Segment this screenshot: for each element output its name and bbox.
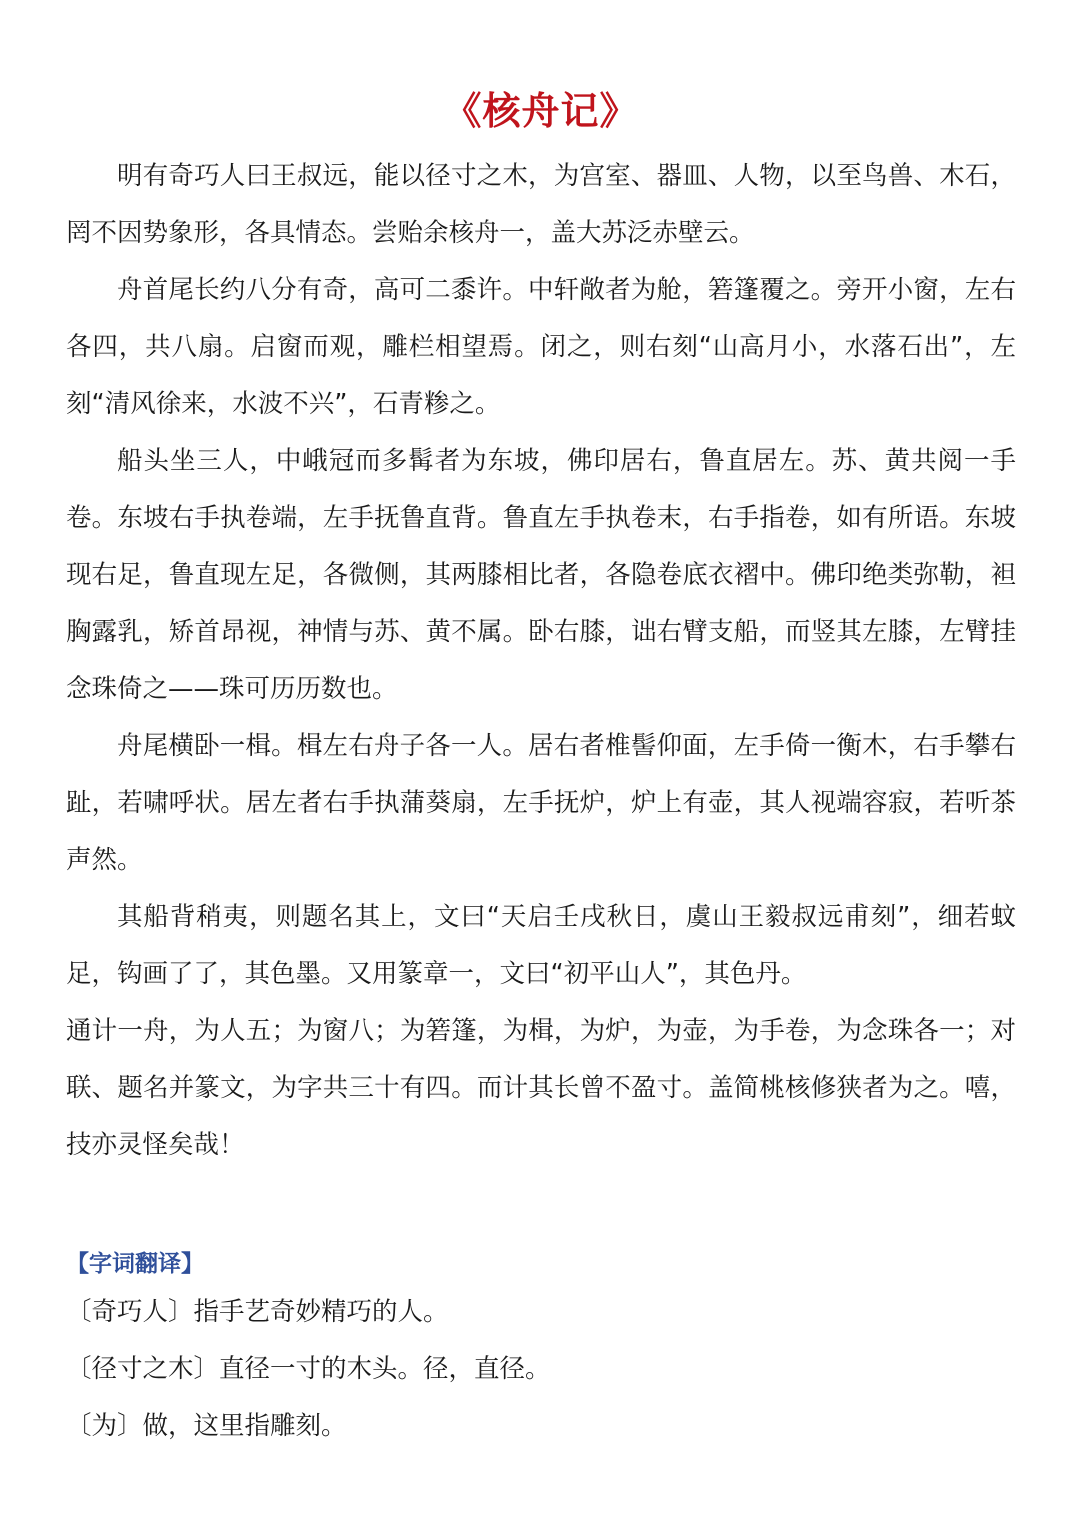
paragraph-5: 其船背稍夷，则题名其上，文曰“天启壬戌秋日，虞山王毅叔远甫刻”，细若蚊足，钩画了了，其色墨。又用篆章一，文曰“初平山人”，其色丹。 (66, 902, 1016, 989)
document-page (66, 88, 1016, 1455)
paragraph-6: 通计一舟，为人五；为窗八；为箬篷，为楫，为炉，为壶，为手卷，为念珠各一；对联、题名并篆文，为字共三十有四。而计其长曾不盈寸。盖简桃核修狭者为之。嘻，技亦灵怪矣哉！ (66, 1016, 1016, 1160)
paragraph-1: 明有奇巧人曰王叔远，能以径寸之木，为宫室、器皿、人物，以至鸟兽、木石，罔不因势象形，各具情态。尝贻余核舟一，盖大苏泛赤壁云。 (66, 161, 1016, 248)
glossary-entry-1: 〔奇巧人〕指手艺奇妙精巧的人。 (66, 1297, 449, 1327)
paragraph-3: 船头坐三人，中峨冠而多髯者为东坡，佛印居右，鲁直居左。苏、黄共阅一手卷。东坡右手执卷端，左手抚鲁直背。鲁直左手执卷末，右手指卷，如有所语。东坡现右足，鲁直现左足，各微侧，其两膝相比者，各隐卷底衣褶中。佛印绝类弥勒，袒胸露乳，矫首昂视，神情与苏、黄不属。卧右膝，诎右臂支船，而竖其左膝，左臂挂念珠倚之——珠可历历数也。 (66, 446, 1016, 704)
paragraph-2: 舟首尾长约八分有奇，高可二黍许。中轩敞者为舱，箬篷覆之。旁开小窗，左右各四，共八扇。启窗而观，雕栏相望焉。闭之，则右刻“山高月小，水落石出”，左刻“清风徐来，水波不兴”，石青糁之。 (66, 275, 1016, 419)
paragraph-4: 舟尾横卧一楫。楫左右舟子各一人。居右者椎髻仰面，左手倚一衡木，右手攀右趾，若啸呼状。居左者右手执蒲葵扇，左手抚炉，炉上有壶，其人视端容寂，若听茶声然。 (66, 731, 1016, 875)
glossary-entry-2: 〔径寸之木〕直径一寸的木头。径，直径。 (66, 1354, 551, 1384)
glossary-heading: 【字词翻译】 (66, 1251, 204, 1277)
glossary-entry-3: 〔为〕做，这里指雕刻。 (66, 1411, 347, 1441)
document-title: 《核舟记》 (443, 89, 639, 133)
